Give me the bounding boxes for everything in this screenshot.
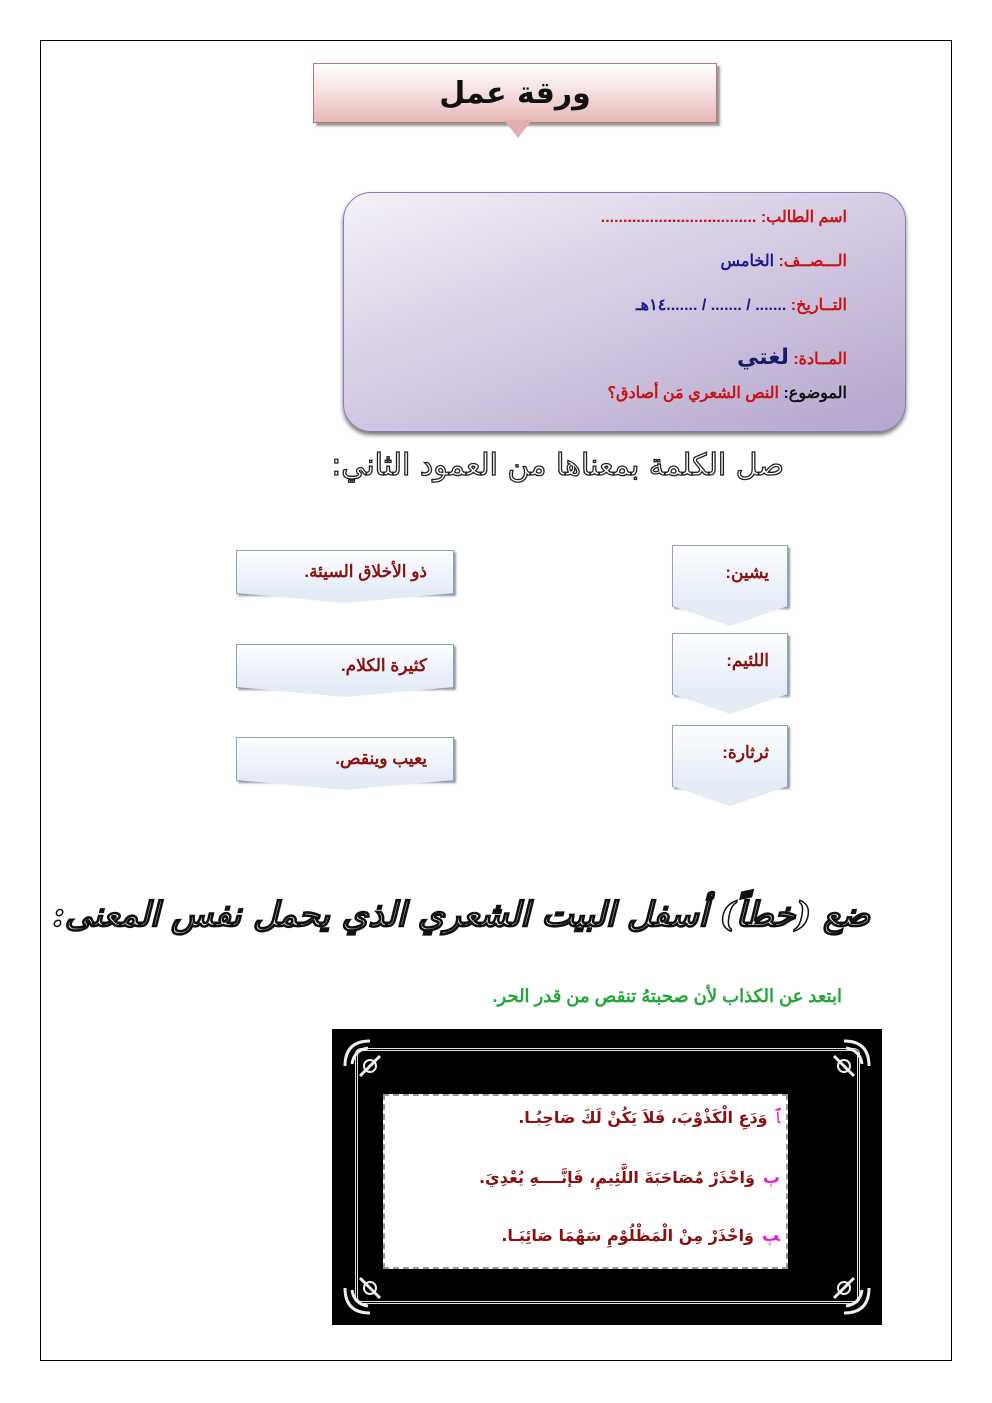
title-banner-tail <box>504 120 532 138</box>
word-label: اللئيم: <box>726 651 769 670</box>
verse-line-2[interactable] <box>479 1168 780 1188</box>
topic-row <box>608 383 847 403</box>
subject-row <box>737 345 847 370</box>
verse-line-1[interactable] <box>518 1108 780 1128</box>
student-name-field[interactable]: ................................... <box>600 209 757 226</box>
word-box-2[interactable] <box>672 633 788 695</box>
poetry-heading: ضع (خطاً) أسفل البيت الشعري الذي يحمل نفس المعنى: <box>52 895 870 935</box>
word-box-3[interactable] <box>672 725 788 787</box>
meaning-label: يعيب وينقص. <box>335 749 427 768</box>
verse-text: وَاحْذَرْ مُصَاحَبَةَ اللَّئِيمِ، فَإنَّــــهِ يُعْدِيَ. <box>478 1168 755 1187</box>
verse-text: وَدَعِ الْكَذْوْبَ، فَلاَ يَكُنْ لَكَ صَاحِبُـا. <box>518 1108 768 1127</box>
verse-marker-icon: ﭓ <box>762 1226 780 1246</box>
subject-label: المــادة: <box>793 351 847 368</box>
meaning-label: كثيرة الكلام. <box>340 656 427 675</box>
title-banner <box>313 63 717 123</box>
matching-heading: صل الكلمة بمعناها من العمود الثاني: <box>331 448 784 483</box>
verse-text: وَاحْذَرْ مِنْ الْمَظْلُوْمِ سَهْمَا صَائِبَـا. <box>501 1226 754 1245</box>
subject-value: لغتي <box>736 345 789 370</box>
box-arrow-shape <box>236 780 454 790</box>
box-arrow-shape <box>236 687 454 697</box>
date-field[interactable]: ....... / ....... / .......١٤هـ <box>635 297 787 314</box>
date-row <box>636 295 847 315</box>
verse-marker-icon: ﭑ <box>775 1108 780 1128</box>
class-value: الخامس <box>720 253 775 270</box>
student-info-panel <box>343 192 906 432</box>
box-arrow-shape <box>236 593 454 603</box>
meaning-statement: ابتعد عن الكذاب لأن صحبتهُ تنقص من قدر الحر. <box>492 986 842 1006</box>
word-label: يشين: <box>725 563 769 582</box>
class-label: الـــصــف: <box>778 253 847 270</box>
corner-ornament-icon <box>340 1036 400 1096</box>
verse-marker-icon: ﭒ <box>762 1168 780 1188</box>
corner-ornament-icon <box>814 1258 874 1318</box>
meaning-box-1[interactable] <box>236 550 454 594</box>
class-row <box>721 251 847 271</box>
verse-line-3[interactable] <box>501 1226 780 1246</box>
meaning-box-3[interactable] <box>236 737 454 781</box>
meaning-box-2[interactable] <box>236 644 454 688</box>
worksheet-title: ورقة عمل <box>439 75 591 111</box>
box-arrow-shape <box>672 786 788 806</box>
student-name-row <box>601 207 847 227</box>
corner-ornament-icon <box>814 1036 874 1096</box>
box-arrow-shape <box>672 606 788 626</box>
box-arrow-shape <box>672 694 788 714</box>
meaning-label: ذو الأخلاق السيئة. <box>304 562 427 581</box>
word-box-1[interactable] <box>672 545 788 607</box>
date-label: التــاريخ: <box>790 297 847 314</box>
topic-value: النص الشعري مَن أصادق؟ <box>607 385 779 402</box>
word-label: ثرثارة: <box>722 743 769 762</box>
student-name-label: اسم الطالب: <box>760 209 847 226</box>
topic-label: الموضوع: <box>783 385 847 402</box>
